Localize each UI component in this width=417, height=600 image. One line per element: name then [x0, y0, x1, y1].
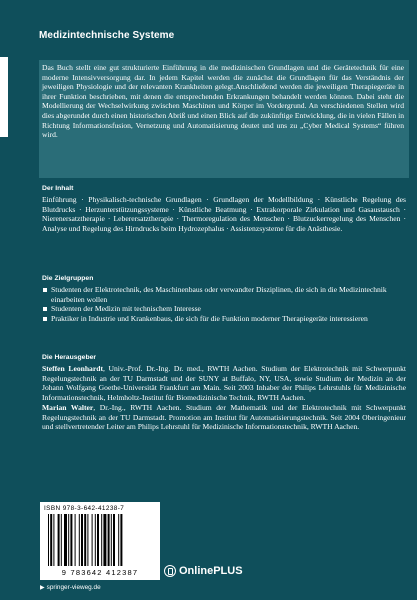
section-heading: Die Herausgeber	[42, 354, 97, 361]
editor-name: Marian Walter	[42, 402, 94, 412]
series-title: Medizintechnische Systeme	[39, 30, 175, 41]
editor-entry	[42, 403, 406, 432]
editor-bio: , Dr.-Ing., RWTH Aachen. Studium der Mathematik und der Elektrotechnik mit Schwerpunkt Regelungstechnik an der TU Darmstadt. Promotion am Institut für Automatisierungstechnik. Seit 2004 Oberingenieur und stellvertretender Leiter am Philips Lehrstuhl für Medizinische Informationstechnik, RWTH Aachen.	[42, 402, 406, 432]
list-item: Studenten der Elektrotechnik, des Maschinenbaus oder verwandter Disziplinen, die sich in die Medizintechnik einarbeiten wollen	[42, 285, 406, 304]
intro-text-box: Das Buch stellt eine gut strukturierte Einführung in die medizinischen Grundlagen und die Gerätetechnik für eine moderne Intensivversorgung dar. In jedem Kapitel werden die zunächst die Grundlagen für das Verständnis der jeweiligen Physiologie und der relevanten Krankheiten gelegt.Anschließend werden die jeweiligen Therapiegeräte in ihrer Funktion beschrieben, mit denen die entsprechenden Erkrankungen behandelt werden können. Dabei steht die Modellierung der Wechselwirkung zwischen Maschinen und Körper im Vordergrund. An verschiedenen Stellen wird dies abgerundet durch einen historischen Abriß und einen Blick auf die zukünftige Entwicklung, die in vielen Fällen in Richtung Informationsfusion, Vernetzung und Automatisierung deutet und uns zu „Cyber Medical Systems“ führen wird.	[39, 60, 409, 178]
isbn-label: ISBN 978-3-642-41238-7	[44, 505, 125, 512]
publisher-url	[40, 584, 101, 591]
barcode-box	[40, 502, 160, 580]
ean-number: 9 783642 412387	[61, 568, 139, 577]
section-heading: Der Inhalt	[42, 185, 74, 192]
editor-bio: , Univ.-Prof. Dr.-Ing. Dr. med., RWTH Aachen. Studium der Elektrotechnik mit Schwerpunkt Regelungstechnik an der TU Darmstadt und der SUNY at Buffalo, NY, USA, sowie Studium der Medizin an der Johann Wolfgang Goethe-Universität Frankfurt am Main. Seit 2003 Inhaber der Philips Lehrstuhls für Medizinische Informationstechnik, Helmholtz-Institut für Biomedizinische Technik, RWTH Aachen.	[42, 364, 406, 403]
section-heading: Die Zielgruppen	[42, 275, 94, 282]
section-herausgeber	[42, 354, 406, 432]
device-icon	[164, 565, 176, 577]
online-plus-label: OnlinePLUS	[179, 565, 243, 577]
url-text: springer-vieweg.de	[46, 584, 101, 591]
online-plus-logo	[164, 565, 243, 577]
editor-entry	[42, 364, 406, 403]
editor-name: Steffen Leonhardt	[42, 364, 103, 373]
section-text: Einführung · Physikalisch-technische Grundlagen · Grundlagen der Modellbildung · Künstliche Regelung des Blutdrucks · Herzunterstützungssysteme · Künstliche Beatmung · Extrakorporale Zirkulation und Gasaustausch · Nierenersatztherapie · Leberersatztherapie · Thermoregulation des Menschen · Blutzuckerregelung des Menschen · Analyse und Regelung des Hirndrucks beim Hydrozephalus · Assistenzsysteme für die Anästhesie.	[42, 195, 406, 234]
target-group-list	[42, 285, 406, 324]
barcode-bars	[48, 514, 152, 566]
arrow-right-icon: ▶	[40, 585, 45, 591]
list-item: Praktiker in Industrie und Krankenbaus, die sich für die Funktion moderner Therapiegeräte interessieren	[42, 314, 406, 324]
section-zielgruppen	[42, 275, 406, 324]
section-inhalt	[42, 185, 406, 234]
side-accent-strip	[0, 57, 8, 137]
list-item: Studenten der Medizin mit technischem Interesse	[42, 304, 406, 314]
